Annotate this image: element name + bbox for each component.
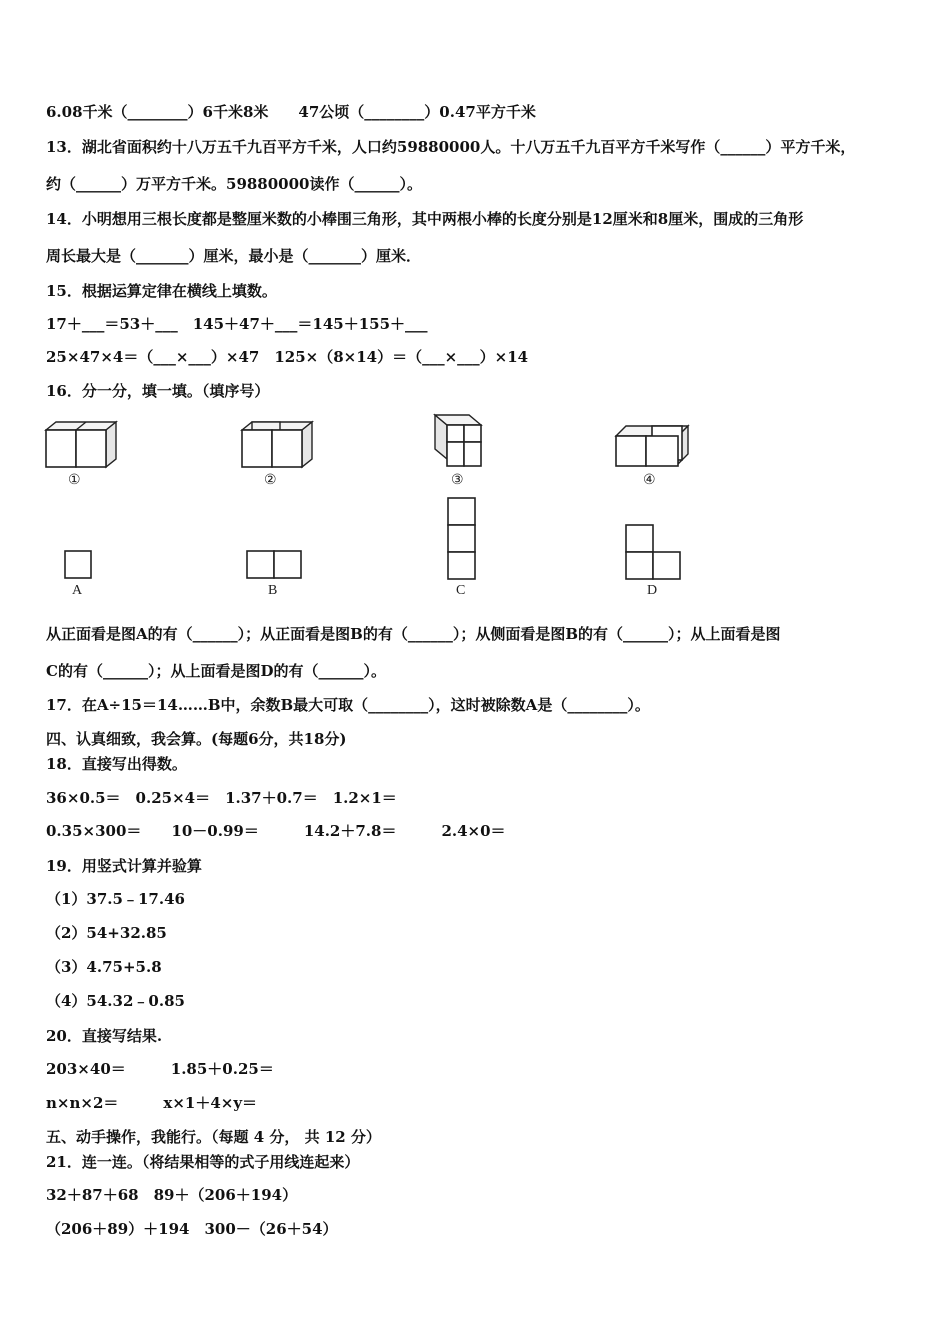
question-15-row-2: 25×47×4＝（___×___）×47 125×（8×14）＝（___×___）×14 [46, 348, 529, 366]
question-13-line-2: 约（______）万平方千米。59880000读作（______）。 [46, 175, 422, 193]
question-16-answer-line-1: 从正面看是图A的有（______）；从正面看是图B的有（______）；从侧面看是图B的有（______）；从上面看是图 [46, 625, 781, 643]
view-label-c: C [456, 583, 466, 598]
view-figure-c [447, 497, 477, 581]
question-19-item-3: （3）4.75+5.8 [46, 958, 162, 976]
section-4-heading: 四、认真细致，我会算。(每题6分，共18分) [46, 730, 347, 748]
view-label-a: A [72, 583, 83, 598]
question-20-row-2: n×n×2＝ x×1＋4×y＝ [46, 1094, 258, 1112]
question-18-row-2: 0.35×300＝ 10－0.99＝ 14.2＋7.8＝ 2.4×0＝ [46, 822, 506, 840]
solid-label-4: ④ [643, 473, 656, 488]
question-14-line-1: 14．小明想用三根长度都是整厘米数的小棒围三角形，其中两根小棒的长度分别是12厘米和8厘米，围成的三角形 [46, 210, 804, 228]
question-19-item-4: （4）54.32﹣0.85 [46, 992, 185, 1010]
question-13-line-1: 13．湖北省面积约十八万五千九百平方千米，人口约59880000人。十八万五千九百平方千米写作（______）平方千米， [46, 138, 856, 156]
question-18-row-1: 36×0.5＝ 0.25×4＝ 1.37＋0.7＝ 1.2×1＝ [46, 789, 397, 807]
solid-label-2: ② [264, 473, 277, 488]
question-18-title: 18．直接写出得数。 [46, 755, 187, 773]
solid-label-3: ③ [451, 473, 464, 488]
view-figure-b [246, 550, 302, 580]
question-19-item-2: （2）54+32.85 [46, 924, 167, 942]
view-figure-d [625, 524, 681, 581]
question-21-row-1: 32＋87＋68 89＋（206＋194） [46, 1186, 298, 1204]
question-21-row-2: （206＋89）＋194 300－（26＋54） [46, 1220, 338, 1238]
solid-figure-3 [435, 413, 490, 469]
question-15-title: 15．根据运算定律在横线上填数。 [46, 282, 277, 300]
question-20-row-1: 203×40＝ 1.85＋0.25＝ [46, 1060, 274, 1078]
question-17-line: 17．在A÷15＝14……B中，余数B最大可取（________），这时被除数A是（________）。 [46, 696, 650, 714]
solid-figure-4 [616, 422, 688, 470]
unit-compare-line: 6.08千米（________）6千米8米 47公顷（________）0.47平方千米 [46, 103, 536, 121]
view-label-b: B [268, 583, 278, 598]
question-19-item-1: （1）37.5﹣17.46 [46, 890, 185, 908]
solid-figure-2 [242, 420, 312, 470]
question-19-title: 19．用竖式计算并验算 [46, 857, 202, 875]
question-15-row-1: 17＋___＝53＋___ 145＋47＋___＝145＋155＋___ [46, 315, 428, 333]
view-label-d: D [647, 583, 658, 598]
question-16-answer-line-2: C的有（______）；从上面看是图D的有（______）。 [46, 662, 386, 680]
section-5-heading: 五、动手操作，我能行。（每题 4 分， 共 12 分） [46, 1128, 381, 1146]
question-14-line-2: 周长最大是（_______）厘米，最小是（_______）厘米． [46, 247, 422, 265]
question-21-title: 21．连一连。（将结果相等的式子用线连起来） [46, 1153, 360, 1171]
question-20-title: 20．直接写结果. [46, 1027, 163, 1045]
solid-figure-1 [46, 420, 116, 470]
view-figure-a [64, 550, 92, 580]
solid-label-1: ① [68, 473, 81, 488]
question-16-title: 16．分一分，填一填。（填序号） [46, 382, 270, 400]
